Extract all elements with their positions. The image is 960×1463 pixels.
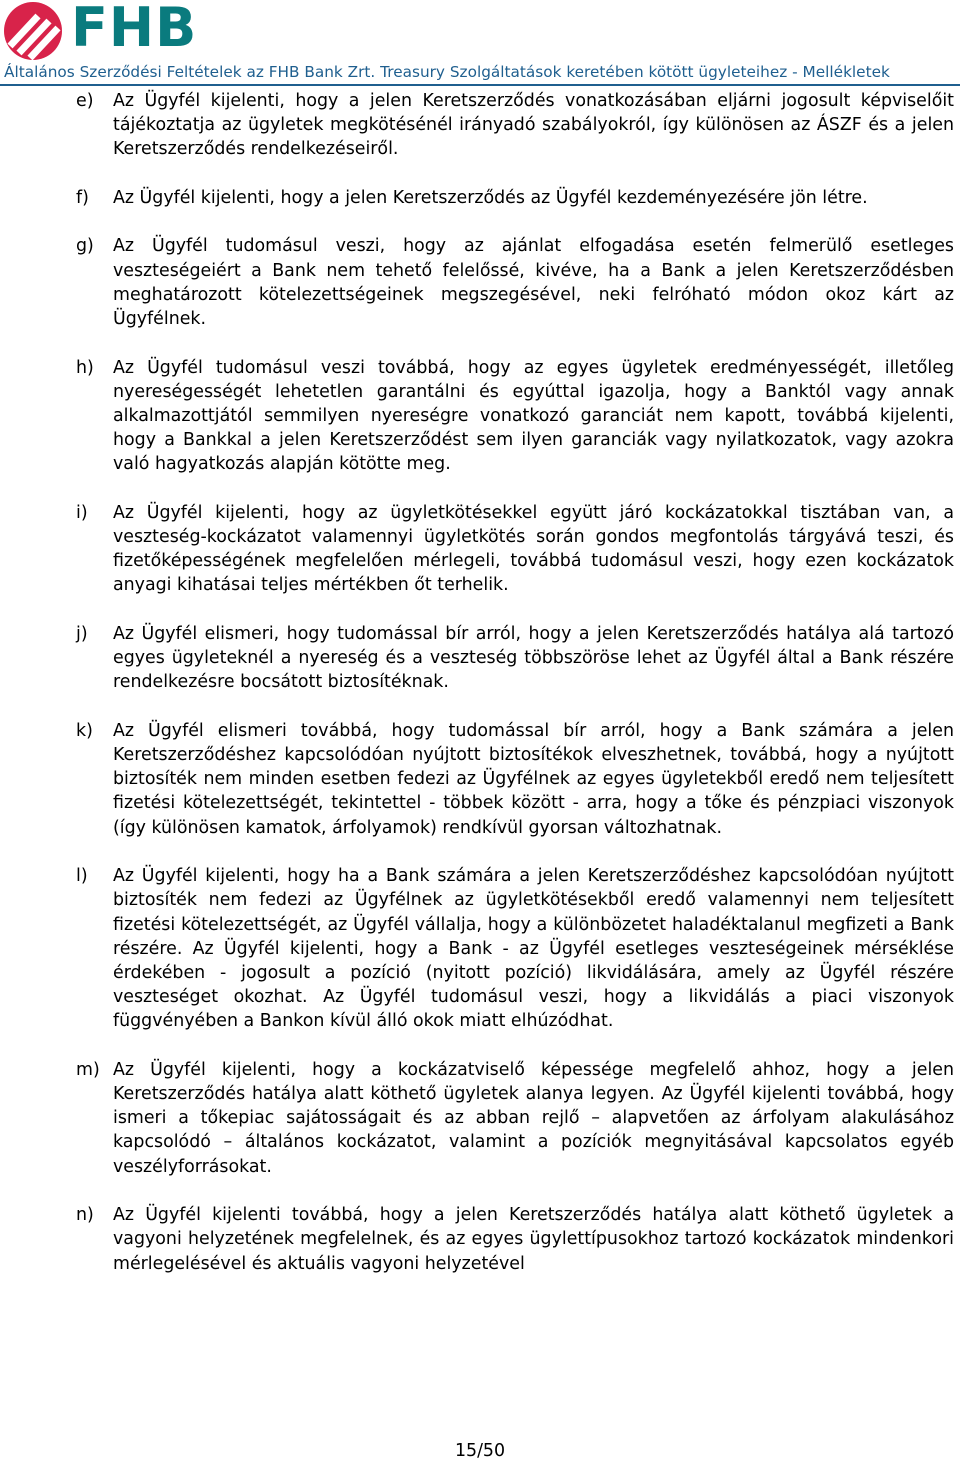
- clause-n: [76, 1203, 954, 1276]
- clause-f: [76, 186, 954, 210]
- clause-text: Az Ügyfél elismeri továbbá, hogy tudomással bír arról, hogy a Bank számára a jelen Keretszerződéshez kapcsolódóan nyújtott biztosítékok elveszhetnek, továbbá, hogy a nyújtott biztosíték nem minden esetben fedezi az Ügyfélnek az egyes ügyletekből eredő nem teljesített fizetési kötelezettségét, tekintettel - többek között - arra, hogy a tőke és pénzpiaci viszonyok (így különösen kamatok, árfolyamok) rendkívül gyorsan változhatnak.: [113, 720, 954, 838]
- clause-text: Az Ügyfél kijelenti, hogy az ügyletkötésekkel együtt járó kockázatokkal tisztában van, a veszteség-kockázatot valamennyi ügyletkötés során gondos megfontolás tárgyává teszi, és fizetőképességének megfelelően mérlegeli, továbbá tudomásul veszi, hogy ezen kockázatok anyagi kihatásai teljes mértékben őt terhelik.: [113, 502, 954, 596]
- clause-letter: l): [76, 866, 88, 887]
- document-title: Általános Szerződési Feltételek az FHB Bank Zrt. Treasury Szolgáltatások keretében kötött ügyleteihez - Mellékletek: [4, 63, 890, 81]
- clause-i: [76, 501, 954, 598]
- clause-e: [76, 89, 954, 162]
- document-body: [76, 89, 954, 1300]
- clause-letter: j): [76, 623, 88, 644]
- clause-text: Az Ügyfél tudomásul veszi továbbá, hogy az egyes ügyletek eredményességét, illetőleg nyereségességét lehetetlen garantálni és egyúttal igazolja, hogy a Banktól vagy annak alkalmazottjától semmilyen nyereségre vonatkozó garanciát nem kapott, továbbá kijelenti, hogy a Bankkal a jelen Keretszerződést sem ilyen garanciák vagy nyilatkozatok, vagy azokra való hagyatkozás alapján kötötte meg.: [113, 357, 954, 475]
- clause-text: Az Ügyfél elismeri, hogy tudomással bír arról, hogy a jelen Keretszerződés hatálya alá tartozó egyes ügyleteknél a nyereség és a veszteség többszöröse lehet az Ügyfél által a Bank részére rendelkezésre bocsátott biztosítéknak.: [113, 623, 954, 693]
- clause-text: Az Ügyfél kijelenti továbbá, hogy a jelen Keretszerződés hatálya alatt köthető ügyletek a vagyoni helyzetének megfelelnek, és az egyes ügylettípusokhoz tartozó kockázatok mindenkori mérlegelésével és aktuális vagyoni helyzetével: [113, 1205, 954, 1274]
- clause-letter: h): [76, 357, 94, 378]
- clause-letter: k): [76, 720, 93, 741]
- clause-text: Az Ügyfél kijelenti, hogy a jelen Keretszerződés az Ügyfél kezdeményezésére jön létre.: [113, 187, 868, 208]
- page-number: 15/50: [454, 1441, 506, 1461]
- header-divider: [0, 84, 960, 86]
- clause-letter: g): [76, 236, 94, 257]
- clause-j: [76, 622, 954, 695]
- clause-letter: i): [76, 502, 88, 523]
- clause-letter: f): [76, 187, 89, 208]
- fhb-logo-mark-icon: [4, 2, 62, 60]
- clause-letter: n): [76, 1205, 94, 1226]
- page-header: [0, 0, 960, 86]
- clause-letter: e): [76, 91, 94, 111]
- clause-l: [76, 864, 954, 1033]
- clause-k: [76, 719, 954, 840]
- clause-m: [76, 1058, 954, 1179]
- clause-h: [76, 356, 954, 477]
- clause-text: Az Ügyfél kijelenti, hogy a jelen Keretszerződés vonatkozásában eljárni jogosult képviselőit tájékoztatja az ügyletek megkötésénél irányadó szabályokról, így különösen az ÁSZF és a jelen Keretszerződés rendelkezéseiről.: [113, 91, 954, 160]
- fhb-logo-wordmark: FHB: [71, 0, 198, 59]
- clause-text: Az Ügyfél kijelenti, hogy ha a Bank számára a jelen Keretszerződéshez kapcsolódóan nyújtott biztosíték nem fedezi az Ügyfélnek az ügyletkötésekből eredő valamennyi nem teljesített fizetési kötelezettségét, az Ügyfél vállalja, hogy a különbözetet haladéktalanul megfizeti a Bank részére. Az Ügyfél kijelenti, hogy a Bank - az Ügyfél esetleges veszteségeinek mérséklése érdekében - jogosult a pozíció (nyitott pozíció) likvidálására, amely az Ügyfél részére veszteséget okozhat. Az Ügyfél tudomásul veszi, hogy a likvidálás a piaci viszonyok függvényében a Bankon kívül álló okok miatt elhúzódhat.: [113, 866, 954, 1032]
- clause-g: [76, 234, 954, 331]
- fhb-logo: [4, 0, 198, 60]
- clause-text: Az Ügyfél tudomásul veszi, hogy az ajánlat elfogadása esetén felmerülő esetleges veszteségeiért a Bank nem tehető felelőssé, kivéve, ha a Bank a jelen Keretszerződésben meghatározott kötelezettségeinek megszegésével, neki felróható módon okoz kárt az Ügyfélnek.: [113, 236, 954, 330]
- clause-text: Az Ügyfél kijelenti, hogy a kockázatviselő képessége megfelelő ahhoz, hogy a jelen Keretszerződés hatálya alatt köthető ügyletek alanya legyen. Az Ügyfél kijelenti továbbá, hogy ismeri a tőkepiac sajátosságait és az abban rejlő – alapvetően az árfolyam alakulásához kapcsolódó – általános kockázatot, valamint a pozíciók megnyitásával kapcsolatos egyéb veszélyforrásokat.: [113, 1059, 954, 1177]
- clause-letter: m): [76, 1059, 100, 1080]
